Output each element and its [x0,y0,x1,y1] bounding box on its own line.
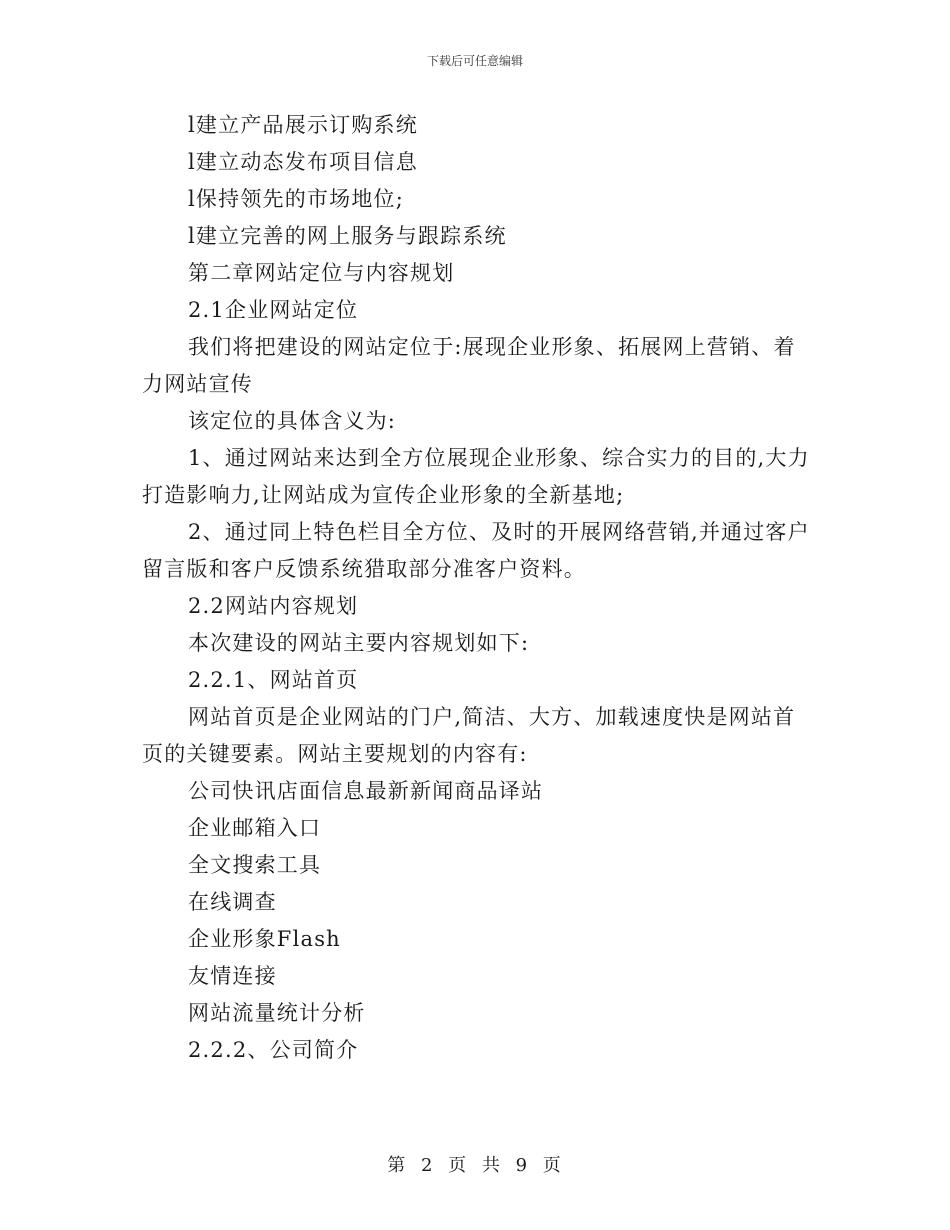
list-item: 企业形象Flash [188,927,341,951]
body-paragraph: l建立动态发布项目信息 [188,150,418,174]
body-paragraph: 我们将把建设的网站定位于:展现企业形象、拓展网上营销、着力网站宣传 [142,335,796,396]
body-paragraph: 1、通过网站来达到全方位展现企业形象、综合实力的目的,大力打造影响力,让网站成为宣传企业形象的全新基地; [142,446,810,507]
page-header: 下载后可任意编辑 [426,54,523,68]
subsection-heading: 2.2.1、网站首页 [188,668,359,692]
body-paragraph: l保持领先的市场地位; [188,187,404,211]
footer-label-page: 第 [387,1155,408,1176]
current-page-number: 2 [420,1155,435,1176]
document-body [142,107,810,1069]
footer-label-total: 共 [481,1155,502,1176]
total-pages-number: 9 [515,1155,530,1176]
list-item: 在线调查 [188,890,277,914]
body-paragraph: l建立产品展示订购系统 [188,113,418,137]
list-item: 企业邮箱入口 [188,816,322,840]
list-item: 友情连接 [188,964,277,988]
body-paragraph: 网站首页是企业网站的门户,简洁、大方、加载速度快是网站首页的关键要素。网站主要规划的内容有: [142,705,796,766]
chapter-heading: 第二章网站定位与内容规划 [188,261,455,285]
body-paragraph: 该定位的具体含义为: [188,409,397,433]
list-item: 网站流量统计分析 [188,1001,366,1025]
list-item: 公司快讯店面信息最新新闻商品译站 [188,779,544,803]
body-paragraph: 2、通过同上特色栏目全方位、及时的开展网络营销,并通过客户留言版和客户反馈系统猎取部分准客户资料。 [142,520,810,581]
section-heading: 2.2网站内容规划 [188,594,359,618]
footer-label-unit: 页 [448,1155,469,1176]
footer-label-unit-end: 页 [542,1155,563,1176]
list-item: 全文搜索工具 [188,853,322,877]
body-paragraph: 本次建设的网站主要内容规划如下: [188,631,530,655]
body-paragraph: l建立完善的网上服务与跟踪系统 [188,224,507,248]
subsection-heading: 2.2.2、公司简介 [188,1038,359,1062]
page-footer [0,1154,950,1178]
section-heading: 2.1企业网站定位 [188,298,359,322]
